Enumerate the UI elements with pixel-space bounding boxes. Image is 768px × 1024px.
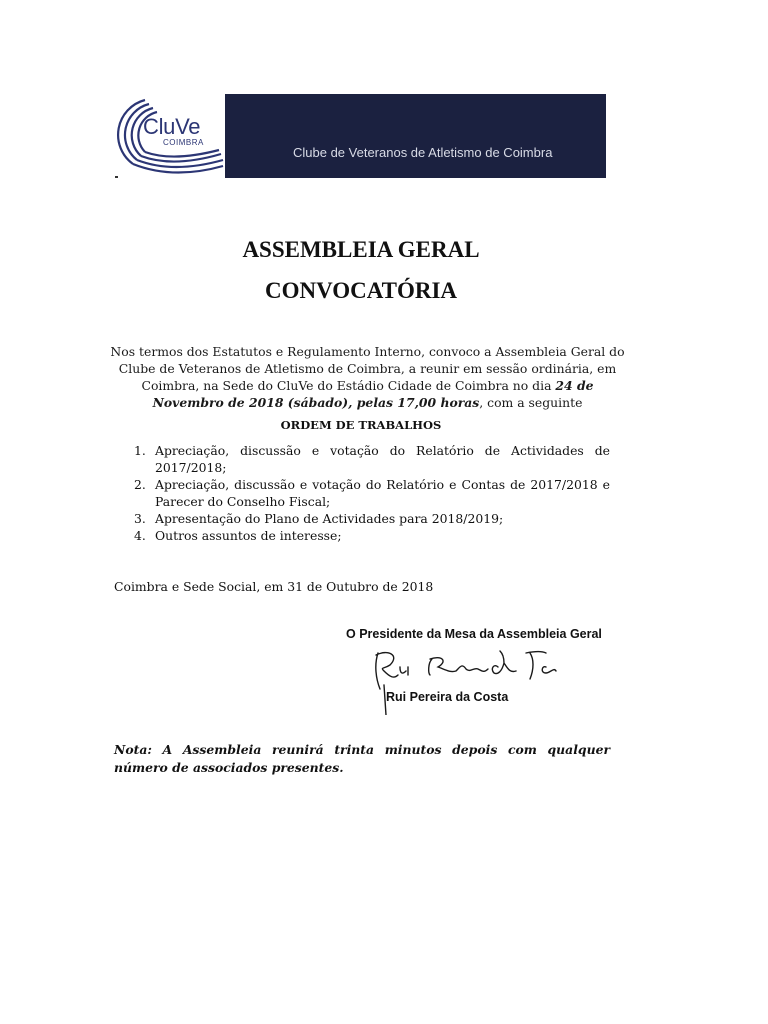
agenda-item-text: Apresentação do Plano de Actividades para 2018/2019; [155, 511, 504, 526]
stray-mark [115, 176, 118, 178]
club-name: Clube de Veteranos de Atletismo de Coimbra [293, 145, 553, 160]
agenda-item [130, 527, 610, 544]
signatory-role: O Presidente da Mesa da Assembleia Geral [346, 627, 602, 641]
agenda-item-text: Apreciação, discussão e votação do Relatório de Actividades de 2017/2018; [155, 443, 610, 475]
header-bar [225, 94, 606, 178]
logo-name: CluVe [143, 114, 201, 139]
agenda-item-number: 3. [134, 511, 146, 526]
agenda-item [130, 442, 610, 476]
cluve-logo [113, 94, 243, 178]
club-header-banner [113, 94, 606, 178]
logo-city: COIMBRA [163, 138, 204, 147]
document-subtitle: CONVOCATÓRIA [264, 278, 458, 303]
agenda-item-number: 2. [134, 477, 146, 492]
agenda-heading: ORDEM DE TRABALHOS [280, 418, 442, 432]
footnote: Nota: A Assembleia reunirá trinta minutos depois com qualquer número de associados presentes. [114, 742, 610, 775]
agenda-item-number: 4. [134, 528, 146, 543]
agenda-item [130, 510, 610, 527]
intro-paragraph [110, 343, 625, 411]
document-title: ASSEMBLEIA GERAL [242, 237, 480, 262]
signatory-name: Rui Pereira da Costa [386, 690, 509, 704]
agenda-item [130, 476, 610, 510]
place-and-date: Coimbra e Sede Social, em 31 de Outubro de 2018 [114, 579, 434, 594]
intro-text: Nos termos dos Estatutos e Regulamento Interno, convoco a Assembleia Geral do Clube de Veteranos de Atletismo de Coimbra, a reunir em sessão ordinária, em Coimbra, na Sede do CluVe do Estádio Cidade de Coimbra no dia [110, 344, 625, 393]
meeting-date: 24 de Novembro de 2018 (sábado), pelas 17,00 horas [152, 378, 594, 410]
agenda-item-text: Apreciação, discussão e votação do Relatório e Contas de 2017/2018 e Parecer do Conselho Fiscal; [155, 477, 610, 509]
agenda-item-text: Outros assuntos de interesse; [155, 528, 342, 543]
agenda-list [130, 442, 610, 544]
agenda-item-number: 1. [134, 443, 146, 458]
handwritten-signature [370, 645, 580, 715]
intro-tail: , com a seguinte [479, 395, 583, 410]
